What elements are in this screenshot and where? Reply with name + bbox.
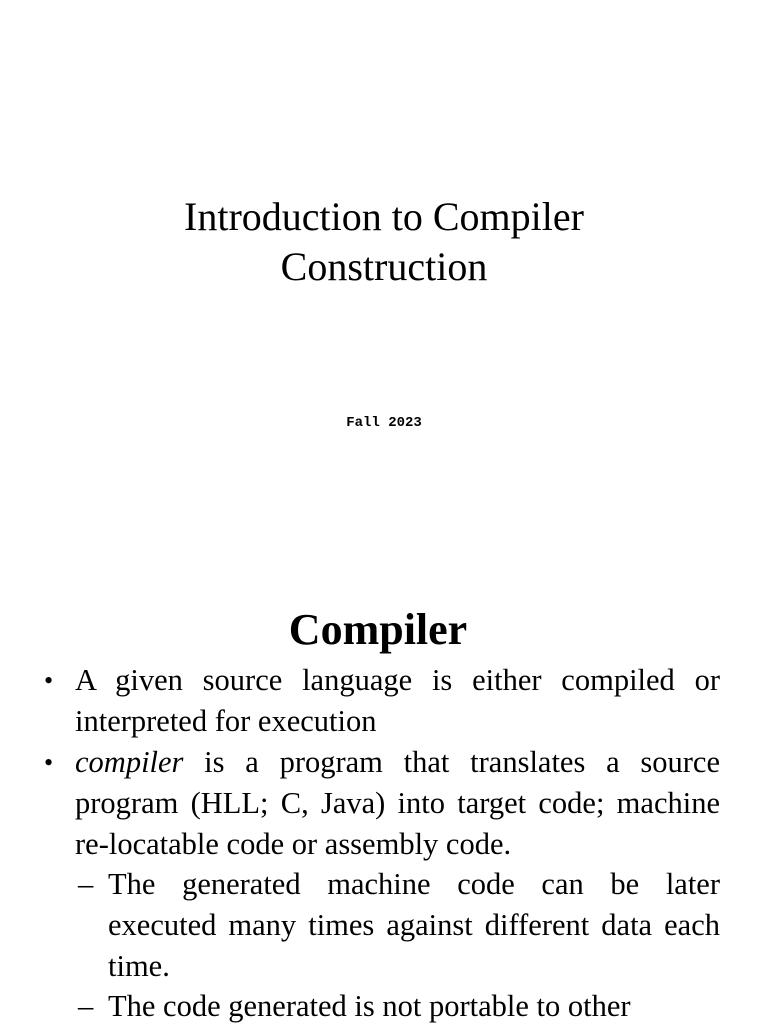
- sub-bullet-item: [78, 986, 720, 1027]
- bullet-marker: •: [44, 748, 54, 777]
- bullet-marker: •: [44, 666, 54, 695]
- slide-1-title: [0, 192, 768, 292]
- slide-2-title: Compiler: [288, 605, 468, 654]
- bullet-item: [44, 660, 720, 742]
- slide-1-title-line-2: Construction: [280, 244, 488, 289]
- sub-bullet-text: The generated machine code can be later executed many times against different data each time.: [108, 867, 720, 983]
- bullet-emphasis: compiler: [75, 745, 184, 779]
- sub-bullet-marker: –: [78, 989, 94, 1023]
- sub-bullet-marker: –: [78, 867, 94, 901]
- bullet-text: A given source language is either compiled or interpreted for execution: [75, 663, 720, 738]
- bullet-item: [44, 742, 720, 865]
- sub-bullet-item: [78, 864, 720, 987]
- sub-bullet-text: The code generated is not portable to other: [108, 989, 631, 1023]
- slide-1-title-line-1: Introduction to Compiler: [184, 194, 584, 239]
- slide-1-subtitle: Fall 2023: [346, 415, 422, 431]
- bullet-text: is a program that translates a source program (HLL; C, Java) into target code; machine re-locatable code or assembly code.: [75, 745, 720, 861]
